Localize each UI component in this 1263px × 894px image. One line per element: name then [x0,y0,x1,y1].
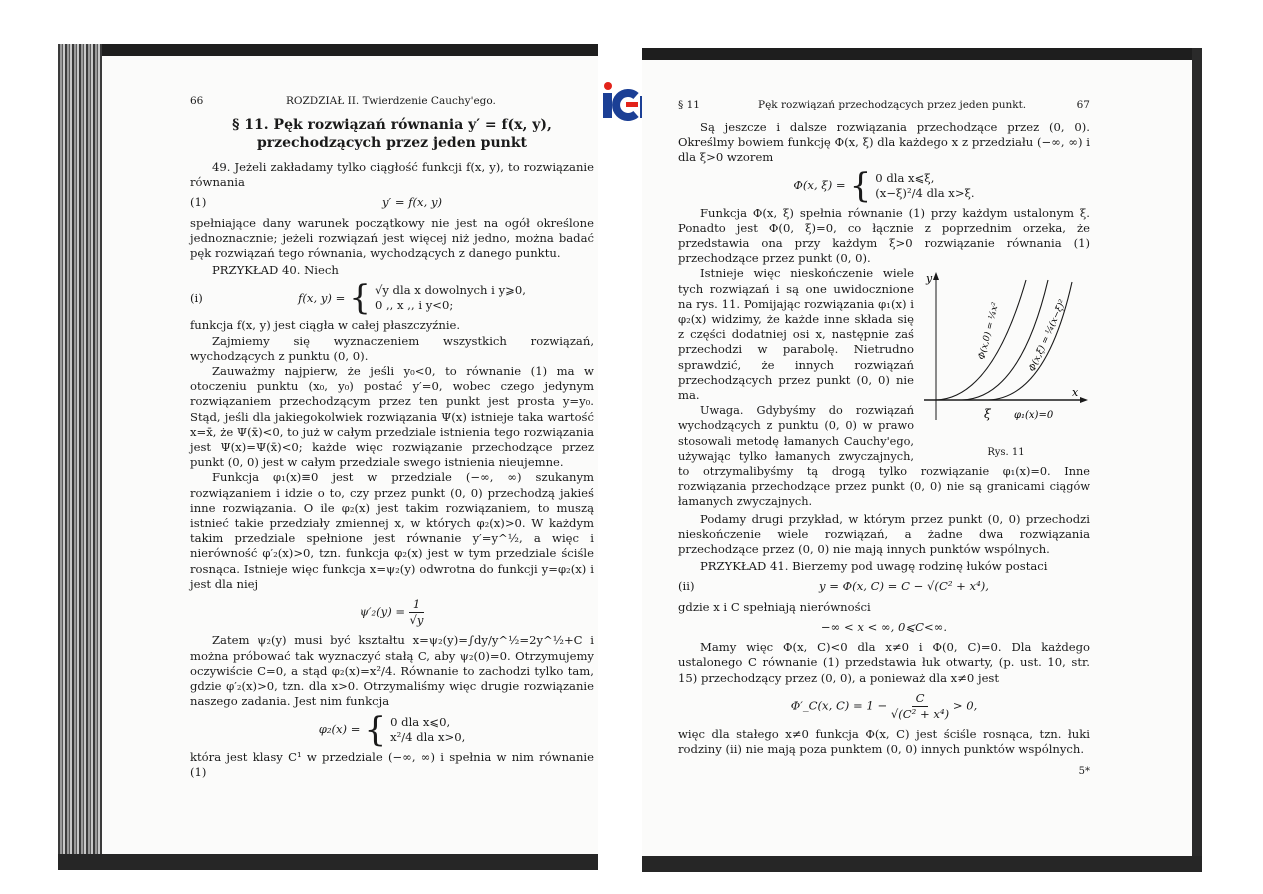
paragraph: Zajmiemy się wyznaczeniem wszystkich rozwiązań, wychodzących z punktu (0, 0). [190,333,594,363]
figure-11 [922,268,1090,456]
running-title: Pęk rozwiązań przechodzących przez jeden punkt. [758,99,1027,111]
equation-lhs: Φ(x, ξ) = [793,178,846,192]
paragraph: Są jeszcze i dalsze rozwiązania przechodzące przez (0, 0). Określmy bowiem funkcję Φ(x, ξ) dla każdego x z przedziału (−∞, ∞) i dla ξ>0 wzorem [678,120,1090,165]
paragraph: Podamy drugi przykład, w którym przez punkt (0, 0) przechodzi nieskończenie wiele rozwiązań, a żadne dwa rozwiązania przechodzące przez (0, 0) nie mają innych punktów wspólnych. [678,511,1090,557]
paragraph: Zauważmy najpierw, że jeśli y₀<0, to równanie (1) ma w otoczeniu punktu (x₀, y₀) postać y′=0, wobec czego jedynym rozwiązaniem przechodzącym przez ten punkt jest prosta y=y₀. Stąd, jeśli dla jakiegokolwiek rozwiązania Ψ(x) istnieje taka wartość x=x̄, że Ψ(x̄)<0, to już w całym przedziale istnienia tego rozwiązania jest Ψ(x)=Ψ(x̄)<0; każde więc rozwiązanie przechodzące przez punkt (0, 0) jest w całym przedziale swego istnienia nieujemne. [190,364,594,470]
equation-1 [190,195,594,210]
paragraph: Mamy więc Φ(x, C)<0 dla x≠0 i Φ(0, C)=0. Dla każdego ustalonego C równanie (1) przedstawia łuk otwarty, (p. ust. 10, str. 15) przechodzący przez (0, 0), a ponieważ dla x≠0 jest [678,640,1090,685]
left-page [58,44,598,870]
equation-derivative [678,691,1090,722]
axis-label-x: x [1072,386,1079,400]
figure-caption: Rys. 11 [987,446,1025,458]
section-title: § 11. Pęk rozwiązań równania y′ = f(x, y), przechodzących przez jeden punkt [232,117,552,151]
fraction-numerator: C [912,691,929,707]
equation-label: (i) [190,290,203,305]
equation-Phi: Φ(x, ξ) = { 0 dla x⩽ξ, (x−ξ)²/4 dla x>ξ. [793,165,975,206]
paragraph: funkcja f(x, y) jest ciągła w całej płaszczyźnie. [190,318,461,333]
left-page-content [190,94,594,780]
paragraph: Funkcja φ₁(x)≡0 jest w przedziale (−∞, ∞) szukanym rozwiązaniem i idzie o to, czy przez punkt (0, 0) przechodzą jakieś inne rozwiązania. O ile φ₂(x) jest takim rozwiązaniem, to muszą istnieć takie przedziały zmiennej x, w których φ₂(x)>0. W każdym takim przedziale spełnione jest równanie y′=y^½, a więc i nierówność φ′₂(x)>0, tzn. funkcja φ₂(x) jest w tym przedziale ściśle rosnąca. Istnieje więc funkcja x=ψ₂(y) odwrotna do funkcji y=φ₂(x) i jest dla niej [190,470,594,591]
equation-label: (ii) [678,579,695,594]
paragraph: gdzie x i C spełniają nierówności [678,599,871,614]
page-number: 67 [1076,99,1090,111]
section-ref: § 11 [678,99,700,111]
right-page-header [678,98,1090,116]
running-title: ROZDZIAŁ II. Twierdzenie Cauchy'ego. [286,95,496,107]
left-page-header [190,94,594,112]
paragraph: Zatem ψ₂(y) musi być kształtu x=ψ₂(y)=∫dy/y^½=2y^½+C i można próbować tak wyznaczyć stałą C, aby ψ₂(0)=0. Otrzymujemy oczywiście C=0, a stąd φ₂(x)=x²/4. Równanie to zachodzi tylko tam, gdzie φ′₂(x)>0, tzn. dla x>0. Otrzymaliśmy więc drugie rozwiązanie naszego zadania. Jest nim funkcja [190,633,594,709]
scan-edge-top [642,48,1202,60]
paragraph: która jest klasy C¹ w przedziale (−∞, ∞) i spełnia w nim równanie (1) [190,749,594,779]
equation-label: (1) [190,195,207,210]
paragraph: 49. Jeżeli zakładamy tylko ciągłość funkcji f(x, y), to rozwiązanie równania [190,160,594,190]
case-line: (x−ξ)²/4 dla x>ξ. [875,185,975,200]
paragraph: więc dla stałego x≠0 funkcja Φ(x, C) jest ściśle rosnąca, tzn. łuki rodziny (ii) nie mają poza punktem (0, 0) innych punktów wspólnych. [678,727,1090,757]
inequality [678,620,1090,635]
figure-11-plot [922,268,1090,438]
equation-body: y = Φ(x, C) = C − √(C² + x⁴), [819,579,989,594]
case-line: 0 ,, x ,, i y<0; [374,298,454,313]
equation-ii [678,579,1090,594]
equation-lhs: φ₂(x) = [318,721,361,736]
paragraph: spełniające dany warunek początkowy nie jest na ogół określone jednoznacznie; jeżeli rozwiązań jest więcej niż jedno, można badać pęk rozwiązań tego równania, wychodzących z danego punktu. [190,215,594,261]
y-axis-arrow [933,272,939,280]
case-line: √y dla x dowolnych i y⩾0, [374,283,526,298]
scan-book-spine [58,44,102,870]
equation-rhs: > 0, [952,698,978,713]
case-line: x²/4 dla x>0, [390,729,466,744]
equation-lhs: ψ′₂(y) = [359,604,406,619]
label-phi1: φ₁(x)=0 [1014,410,1054,422]
equation-lhs: Φ′_C(x, C) = 1 − [790,698,888,713]
example-heading: PRZYKŁAD 40. Niech [212,263,339,278]
example-heading: PRZYKŁAD 41. Bierzemy pod uwagę rodzinę łuków postaci [700,559,1048,574]
equation-psi [190,597,594,628]
signature-mark: 5* [1078,765,1090,777]
label-xi: ξ [984,407,991,422]
paragraph: Istnieje więc nieskończenie wiele tych rozwiązań i są one uwidocznione na rys. 11. Pomijając rozwiązania φ₁(x) i φ₂(x) widzimy, że każde inne składa się z części dodatniej osi x, następnie zaś przechodzi w parabolę. Nietrudno sprawdzić, że innych rozwiązań przechodzących przez punkt (0, 0) nie ma. [678,266,914,403]
paragraph: Uwaga. Gdybyśmy do rozwiązań wychodzących z punktu (0, 0) w prawo stosowali metodę łamanych Cauchy'ego, używając tylko łamanych zwyczajnych, to otrzymalibyśmy tą drogą tylko rozwiązanie φ₁(x)=0. Inne rozwiązania przechodzące przez punkt (0, 0) nie są granicami ciągów łamanych zwyczajnych. [678,404,1090,509]
label-curve1: Φ(x,0) = ¼x² [977,301,1002,362]
fraction-denominator: √(C² + x⁴) [890,706,950,721]
equation-body: −∞ < x < ∞, 0⩽C<∞. [820,619,948,634]
label-curve2: Φ(x,ξ) = ¼(x−ξ)² [1027,298,1069,374]
case-line: 0 dla x⩽0, [390,714,451,729]
fraction-denominator: √y [409,613,424,628]
equation-phi2: φ₂(x) = { 0 dla x⩽0, x²/4 dla x>0, [318,709,466,750]
page-number: 66 [190,95,204,107]
equation-i: (i) f(x, y) = { √y dla x dowolnych i y⩾0, 0 ,, x ,, i y<0; [190,278,526,319]
scan-edge-top [58,44,598,56]
equation-body: y′ = f(x, y) [381,195,443,210]
paragraph: Funkcja Φ(x, ξ) spełnia równanie (1) przy każdym ustalonym ξ. Ponadto jest Φ(0, ξ)=0, co łącznie z poprzednim orzeka, że przedstawia ona przy każdym ξ>0 rozwiązanie równania (1) przechodzące przez punkt (0, 0). [678,205,1090,266]
x-axis-arrow [1080,397,1088,403]
axis-label-y: y [926,272,933,286]
case-line: 0 dla x⩽ξ, [875,170,935,185]
right-page [642,48,1202,872]
fraction-numerator: 1 [409,597,424,613]
equation-lhs: f(x, y) = [298,290,346,305]
scan-edge-bottom [58,854,598,870]
scan-edge-right [1192,48,1202,872]
right-page-content [678,98,1090,779]
scan-edge-bottom [642,856,1202,872]
